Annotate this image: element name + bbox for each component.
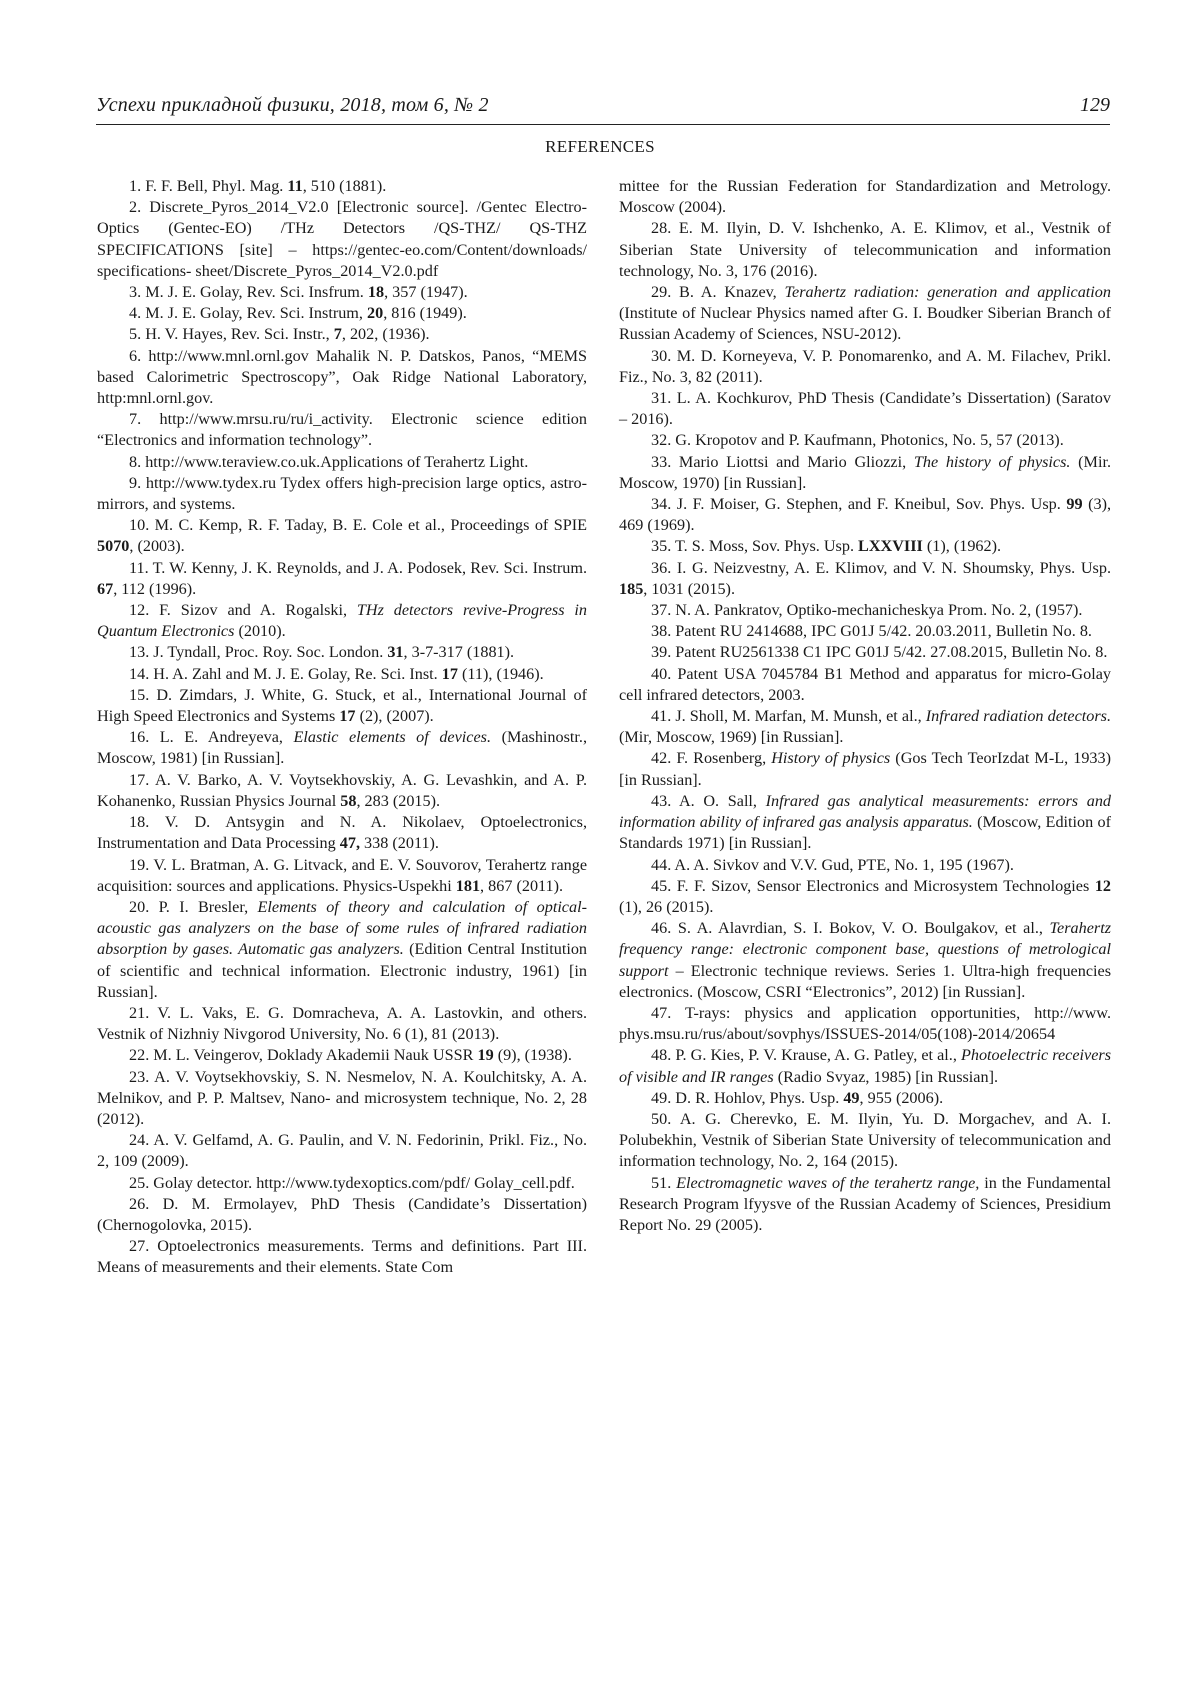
reference-entry: 26. D. M. Ermolayev, PhD Thesis (Candidate’s Disserta­tion) (Chernogolovka, 2015).: [97, 1194, 587, 1236]
reference-entry: 29. B. A. Knazev, Terahertz radiation: generation and ap­plication (Institute of Nuclear Physics named after G. I. Boudker Siberian Branch of Russian Academy of Sciences, NSU-2012).: [619, 282, 1111, 346]
reference-entry: 1. F. F. Bell, Phyl. Mag. 11, 510 (1881).: [97, 176, 587, 197]
reference-entry: 33. Mario Liottsi and Mario Gliozzi, The history of physics. (Mir. Moscow, 1970) [in Russian].: [619, 452, 1111, 494]
reference-entry: 19. V. L. Bratman, A. G. Litvack, and E. V. Souvorov, Te­rahertz range acquisition: sources and applications. Physics-Uspekhi 181, 867 (2011).: [97, 855, 587, 897]
reference-entry: 24. A. V. Gelfamd, A. G. Paulin, and V. N. Fedorinin, Prikl. Fiz., No. 2, 109 (2009).: [97, 1130, 587, 1172]
reference-entry: 50. A. G. Cherevko, E. M. Ilyin, Yu. D. Morgachev, and A. I. Polubekhin, Vestnik of Siberian State University of tele­communication and information technology, No. 2, 164 (2015).: [619, 1109, 1111, 1173]
reference-entry: 44. A. A. Sivkov and V.V. Gud, PTE, No. 1, 195 (1967).: [619, 855, 1111, 876]
reference-entry: 21. V. L. Vaks, E. G. Domracheva, A. A. Lastovkin, and others. Vestnik of Nizhniy Nivgorod University, No. 6 (1), 81 (2013).: [97, 1003, 587, 1045]
reference-entry: 40. Patent USA 7045784 B1 Method and apparatus for mi­cro-Golay cell infrared detectors, 2003.: [619, 664, 1111, 706]
reference-entry: 42. F. Rosenberg, History of physics (Gos Tech TeorIzdat M-L, 1933) [in Russian].: [619, 748, 1111, 790]
reference-entry: 17. A. V. Barko, A. V. Voytsekhovskiy, A. G. Levashkin, and A. P. Kohanenko, Russian Physics Journal 58, 283 (2015).: [97, 770, 587, 812]
reference-entry: 23. A. V. Voytsekhovskiy, S. N. Nesmelov, N. A. Koulchit­sky, A. A. Melnikov, and P. P. Maltsev, Nano- and microsystem technique, No. 2, 28 (2012).: [97, 1067, 587, 1131]
reference-entry: 18. V. D. Antsygin and N. A. Nikolaev, Optoelectronics, Instrumentation and Data Processing 47, 338 (2011).: [97, 812, 587, 854]
reference-entry: 43. A. O. Sall, Infrared gas analytical measurements: errors and information ability of infrared gas analysis apparatus. (Mos­cow, Edition of Standards 1971) [in Russian].: [619, 791, 1111, 855]
reference-entry: 15. D. Zimdars, J. White, G. Stuck, et al., International Journal of High Speed Electronics and Systems 17 (2), (2007).: [97, 685, 587, 727]
page-number: 129: [1080, 94, 1110, 117]
reference-entry: 25. Golay detector. http://www.tydexoptics.com/pdf/ Golay_cell.pdf.: [97, 1173, 587, 1194]
reference-entry: 48. P. G. Kies, P. V. Krause, A. G. Patley, et al., Photoelec­tric receivers of visible and IR ranges (Radio Svyaz, 1985) [in Russian].: [619, 1045, 1111, 1087]
reference-entry: 51. Electromagnetic waves of the terahertz range, in the Fundamental Research Program lfyysve of the Russian Academy of Sciences, Presidium Report No. 29 (2005).: [619, 1173, 1111, 1237]
reference-entry: 35. T. S. Moss, Sov. Phys. Usp. LXXVIII (1), (1962).: [619, 536, 1111, 557]
reference-entry: 41. J. Sholl, M. Marfan, M. Munsh, et al., Infrared radiation detectors. (Mir, Moscow, 1969) [in Russian].: [619, 706, 1111, 748]
reference-entry: 14. H. A. Zahl and M. J. E. Golay, Re. Sci. Inst. 17 (11), (1946).: [97, 664, 587, 685]
reference-entry: 45. F. F. Sizov, Sensor Electronics and Microsystem Tech­nologies 12 (1), 26 (2015).: [619, 876, 1111, 918]
reference-entry: 10. M. C. Kemp, R. F. Taday, B. E. Cole et al., Proceedings of SPIE 5070, (2003).: [97, 515, 587, 557]
reference-entry: 47. T-rays: physics and application opportunities, http://www. phys.msu.ru/rus/about/sovphys/ISSUES-2014/05(108)-2014/20654: [619, 1003, 1111, 1045]
reference-entry: 39. Patent RU2561338 C1 IPC G01J 5/42. 27.08.2015, Bul­letin No. 8.: [619, 642, 1111, 663]
reference-entry: 4. M. J. E. Golay, Rev. Sci. Instrum, 20, 816 (1949).: [97, 303, 587, 324]
references-right-column: [619, 176, 1111, 1236]
reference-entry: 46. S. A. Alavrdian, S. I. Bokov, V. O. Boulgakov, et al., Terahertz frequency range: electronic component base, questions of metrological support – Electronic technique reviews. Series 1. Ultra-high frequencies electronics. (Moscow, CSRI “Electronics”, 2012) [in Russian].: [619, 918, 1111, 1003]
page: [0, 0, 1200, 1698]
journal-title: Успехи прикладной физики, 2018, том 6, № 2: [96, 94, 489, 117]
reference-entry: 16. L. E. Andreyeva, Elastic elements of devices. (Mashi­nostr., Moscow, 1981) [in Russian].: [97, 727, 587, 769]
reference-entry: 38. Patent RU 2414688, IPC G01J 5/42. 20.03.2011, Bulle­tin No. 8.: [619, 621, 1111, 642]
reference-entry: 6. http://www.mnl.ornl.gov Mahalik N. P. Datskos, Panos, “MEMS based Calorimetric Spectroscopy”, Oak Ridge National Laboratory, http:mnl.ornl.gov.: [97, 346, 587, 410]
reference-entry: 27. Optoelectronics measurements. Terms and definitions. Part III. Means of measurements and their elements. State Com­: [97, 1236, 587, 1278]
reference-entry: mittee for the Russian Federation for Standardization and Metro­logy. Moscow (2004).: [619, 176, 1111, 218]
reference-entry: 11. T. W. Kenny, J. K. Reynolds, and J. A. Podosek, Rev. Sci. Instrum. 67, 112 (1996).: [97, 558, 587, 600]
reference-entry: 7. http://www.mrsu.ru/ru/i_activity. Electronic science edi­tion “Electronics and information technology”.: [97, 409, 587, 451]
reference-entry: 37. N. A. Pankratov, Optiko-mechanicheskya Prom. No. 2, (1957).: [619, 600, 1111, 621]
reference-entry: 49. D. R. Hohlov, Phys. Usp. 49, 955 (2006).: [619, 1088, 1111, 1109]
reference-entry: 9. http://www.tydex.ru Tydex offers high-precision large optics, astro-mirrors, and systems.: [97, 473, 587, 515]
reference-entry: 5. H. V. Hayes, Rev. Sci. Instr., 7, 202, (1936).: [97, 324, 587, 345]
reference-entry: 12. F. Sizov and A. Rogalski, THz detectors revive-Progress in Quantum Electronics (2010).: [97, 600, 587, 642]
reference-entry: 20. P. I. Bresler, Elements of theory and calculation of opti­cal-acoustic gas analyzers on the base of some rules of infrared radiation absorption by gases. Automatic gas analyzers. (Edition Central Institution of scientific and technical information. Elec­tronic industry, 1961) [in Russian].: [97, 897, 587, 1003]
reference-entry: 31. L. A. Kochkurov, PhD Thesis (Candidate’s Dissertation) (Saratov – 2016).: [619, 388, 1111, 430]
references-left-column: [97, 176, 587, 1279]
reference-entry: 30. M. D. Korneyeva, V. P. Ponomarenko, and A. M. Fila­chev, Prikl. Fiz., No. 3, 82 (2011).: [619, 346, 1111, 388]
section-title: REFERENCES: [0, 137, 1200, 157]
reference-entry: 3. M. J. E. Golay, Rev. Sci. Insfrum. 18, 357 (1947).: [97, 282, 587, 303]
reference-entry: 36. I. G. Neizvestny, A. E. Klimov, and V. N. Shoumsky, Phys. Usp. 185, 1031 (2015).: [619, 558, 1111, 600]
reference-entry: 32. G. Kropotov and P. Kaufmann, Photonics, No. 5, 57 (2013).: [619, 430, 1111, 451]
reference-entry: 8. http://www.teraview.co.uk.Applications of Terahertz Light.: [97, 452, 587, 473]
running-head: [96, 90, 1110, 125]
reference-entry: 34. J. F. Moiser, G. Stephen, and F. Kneibul, Sov. Phys. Usp. 99 (3), 469 (1969).: [619, 494, 1111, 536]
reference-entry: 22. M. L. Veingerov, Doklady Akademii Nauk USSR 19 (9), (1938).: [97, 1045, 587, 1066]
reference-entry: 13. J. Tyndall, Proc. Roy. Soc. London. 31, 3-7-317 (1881).: [97, 642, 587, 663]
reference-entry: 28. E. M. Ilyin, D. V. Ishchenko, A. E. Klimov, et al., Vest­nik of Siberian State University of telecommunication and infor­mation technology, No. 3, 176 (2016).: [619, 218, 1111, 282]
reference-entry: 2. Discrete_Pyros_2014_V2.0 [Electronic source]. /Gentec Electro-Optics (Gentec-EO) /THz Detectors /QS-THZ/ QS-THZ SPECIFICATIONS [site] – https://gentec-eo.com/Content/downloads/ specifications- sheet/Discrete_Pyros_2014_V2.0.pdf: [97, 197, 587, 282]
